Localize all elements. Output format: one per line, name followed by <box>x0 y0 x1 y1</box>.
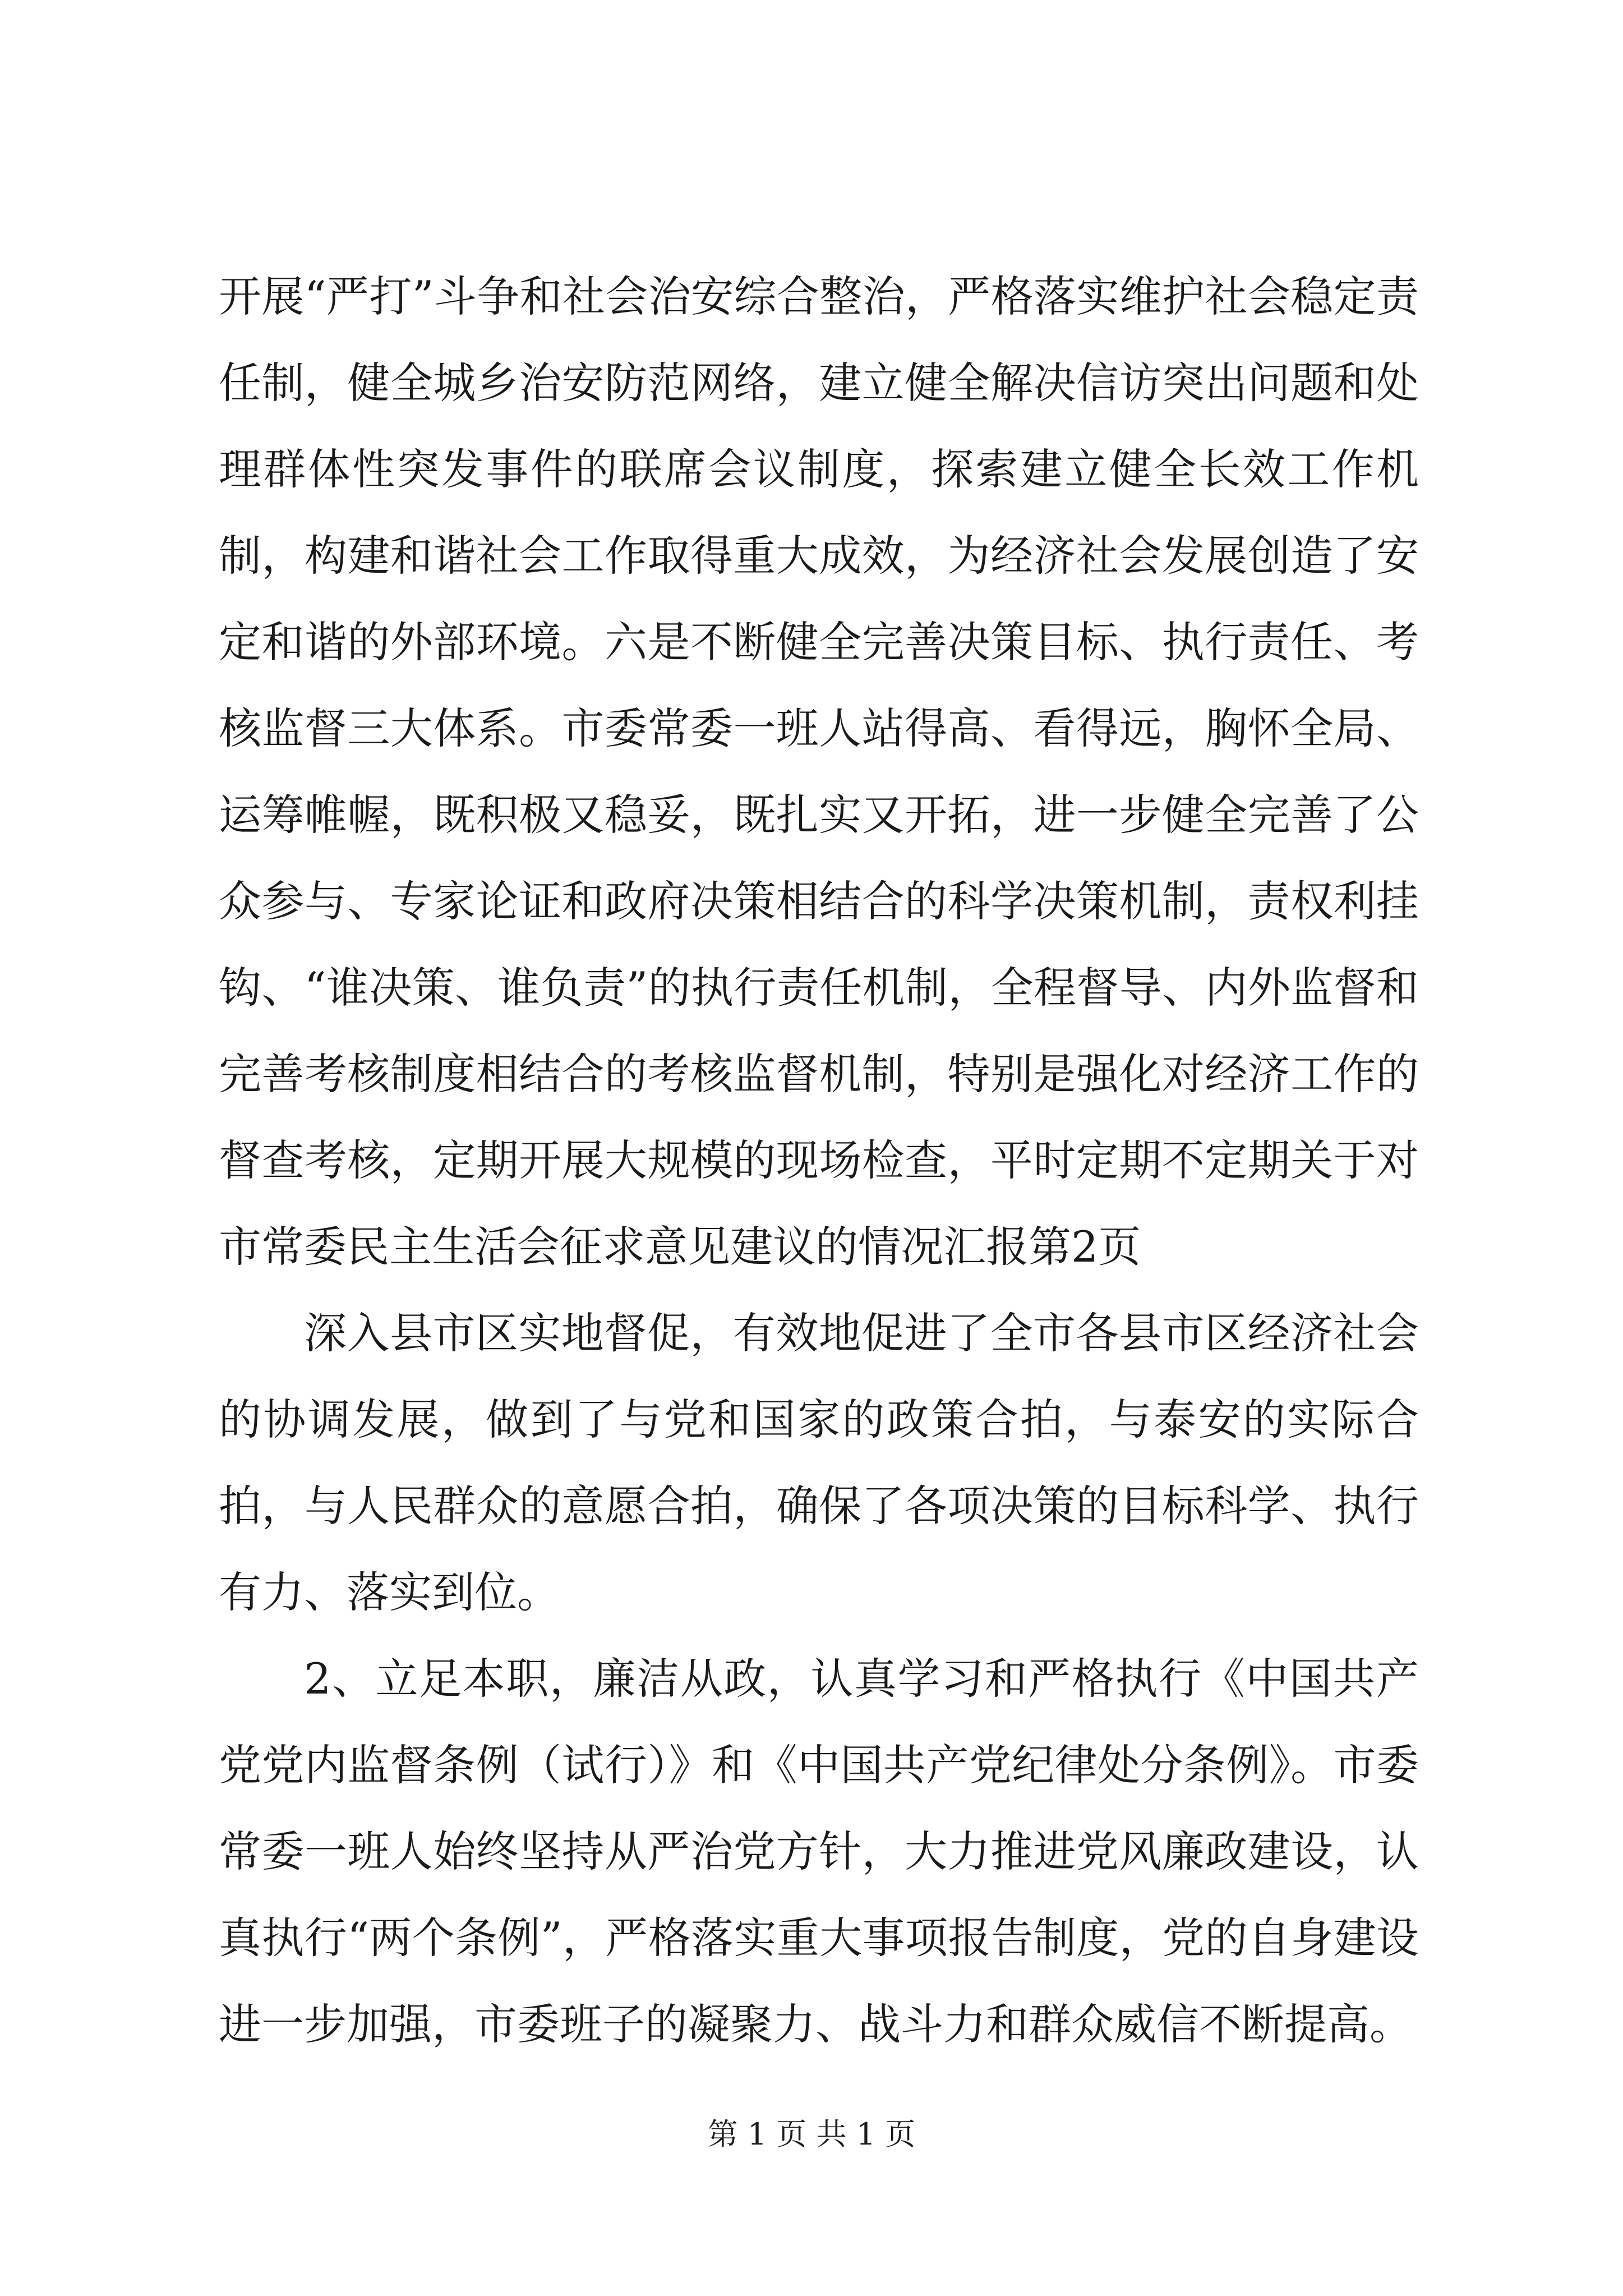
document-body <box>219 254 1419 2068</box>
page-footer: 第 1 页 共 1 页 <box>707 2116 916 2152</box>
paragraph-3: 2、立足本职，廉洁从政，认真学习和严格执行《中国共产党党内监督条例（试行）》和《中国共产党纪律处分条例》。市委常委一班人始终坚持从严治党方针，大力推进党风廉政建设，认真执行“两个条例”，严格落实重大事项报告制度，党的自身建设进一步加强，市委班子的凝聚力、战斗力和群众威信不断提高。 <box>219 1654 1419 2049</box>
paragraph-2: 深入县市区实地督促，有效地促进了全市各县市区经济社会的协调发展，做到了与党和国家的政策合拍，与泰安的实际合拍，与人民群众的意愿合拍，确保了各项决策的目标科学、执行有力、落实到位。 <box>219 1308 1419 1617</box>
paragraph-1: 开展“严打”斗争和社会治安综合整治，严格落实维护社会稳定责任制，健全城乡治安防范网络，建立健全解决信访突出问题和处理群体性突发事件的联席会议制度，探索建立健全长效工作机制，构建和谐社会工作取得重大成效，为经济社会发展创造了安定和谐的外部环境。六是不断健全完善决策目标、执行责任、考核监督三大体系。市委常委一班人站得高、看得远，胸怀全局、运筹帷幄，既积极又稳妥，既扎实又开拓，进一步健全完善了公众参与、专家论证和政府决策相结合的科学决策机制，责权利挂钩、“谁决策、谁负责”的执行责任机制，全程督导、内外监督和完善考核制度相结合的考核监督机制，特别是强化对经济工作的督查考核，定期开展大规模的现场检查，平时定期不定期关于对市常委民主生活会征求意见建议的情况汇报第2页 <box>219 272 1419 1272</box>
